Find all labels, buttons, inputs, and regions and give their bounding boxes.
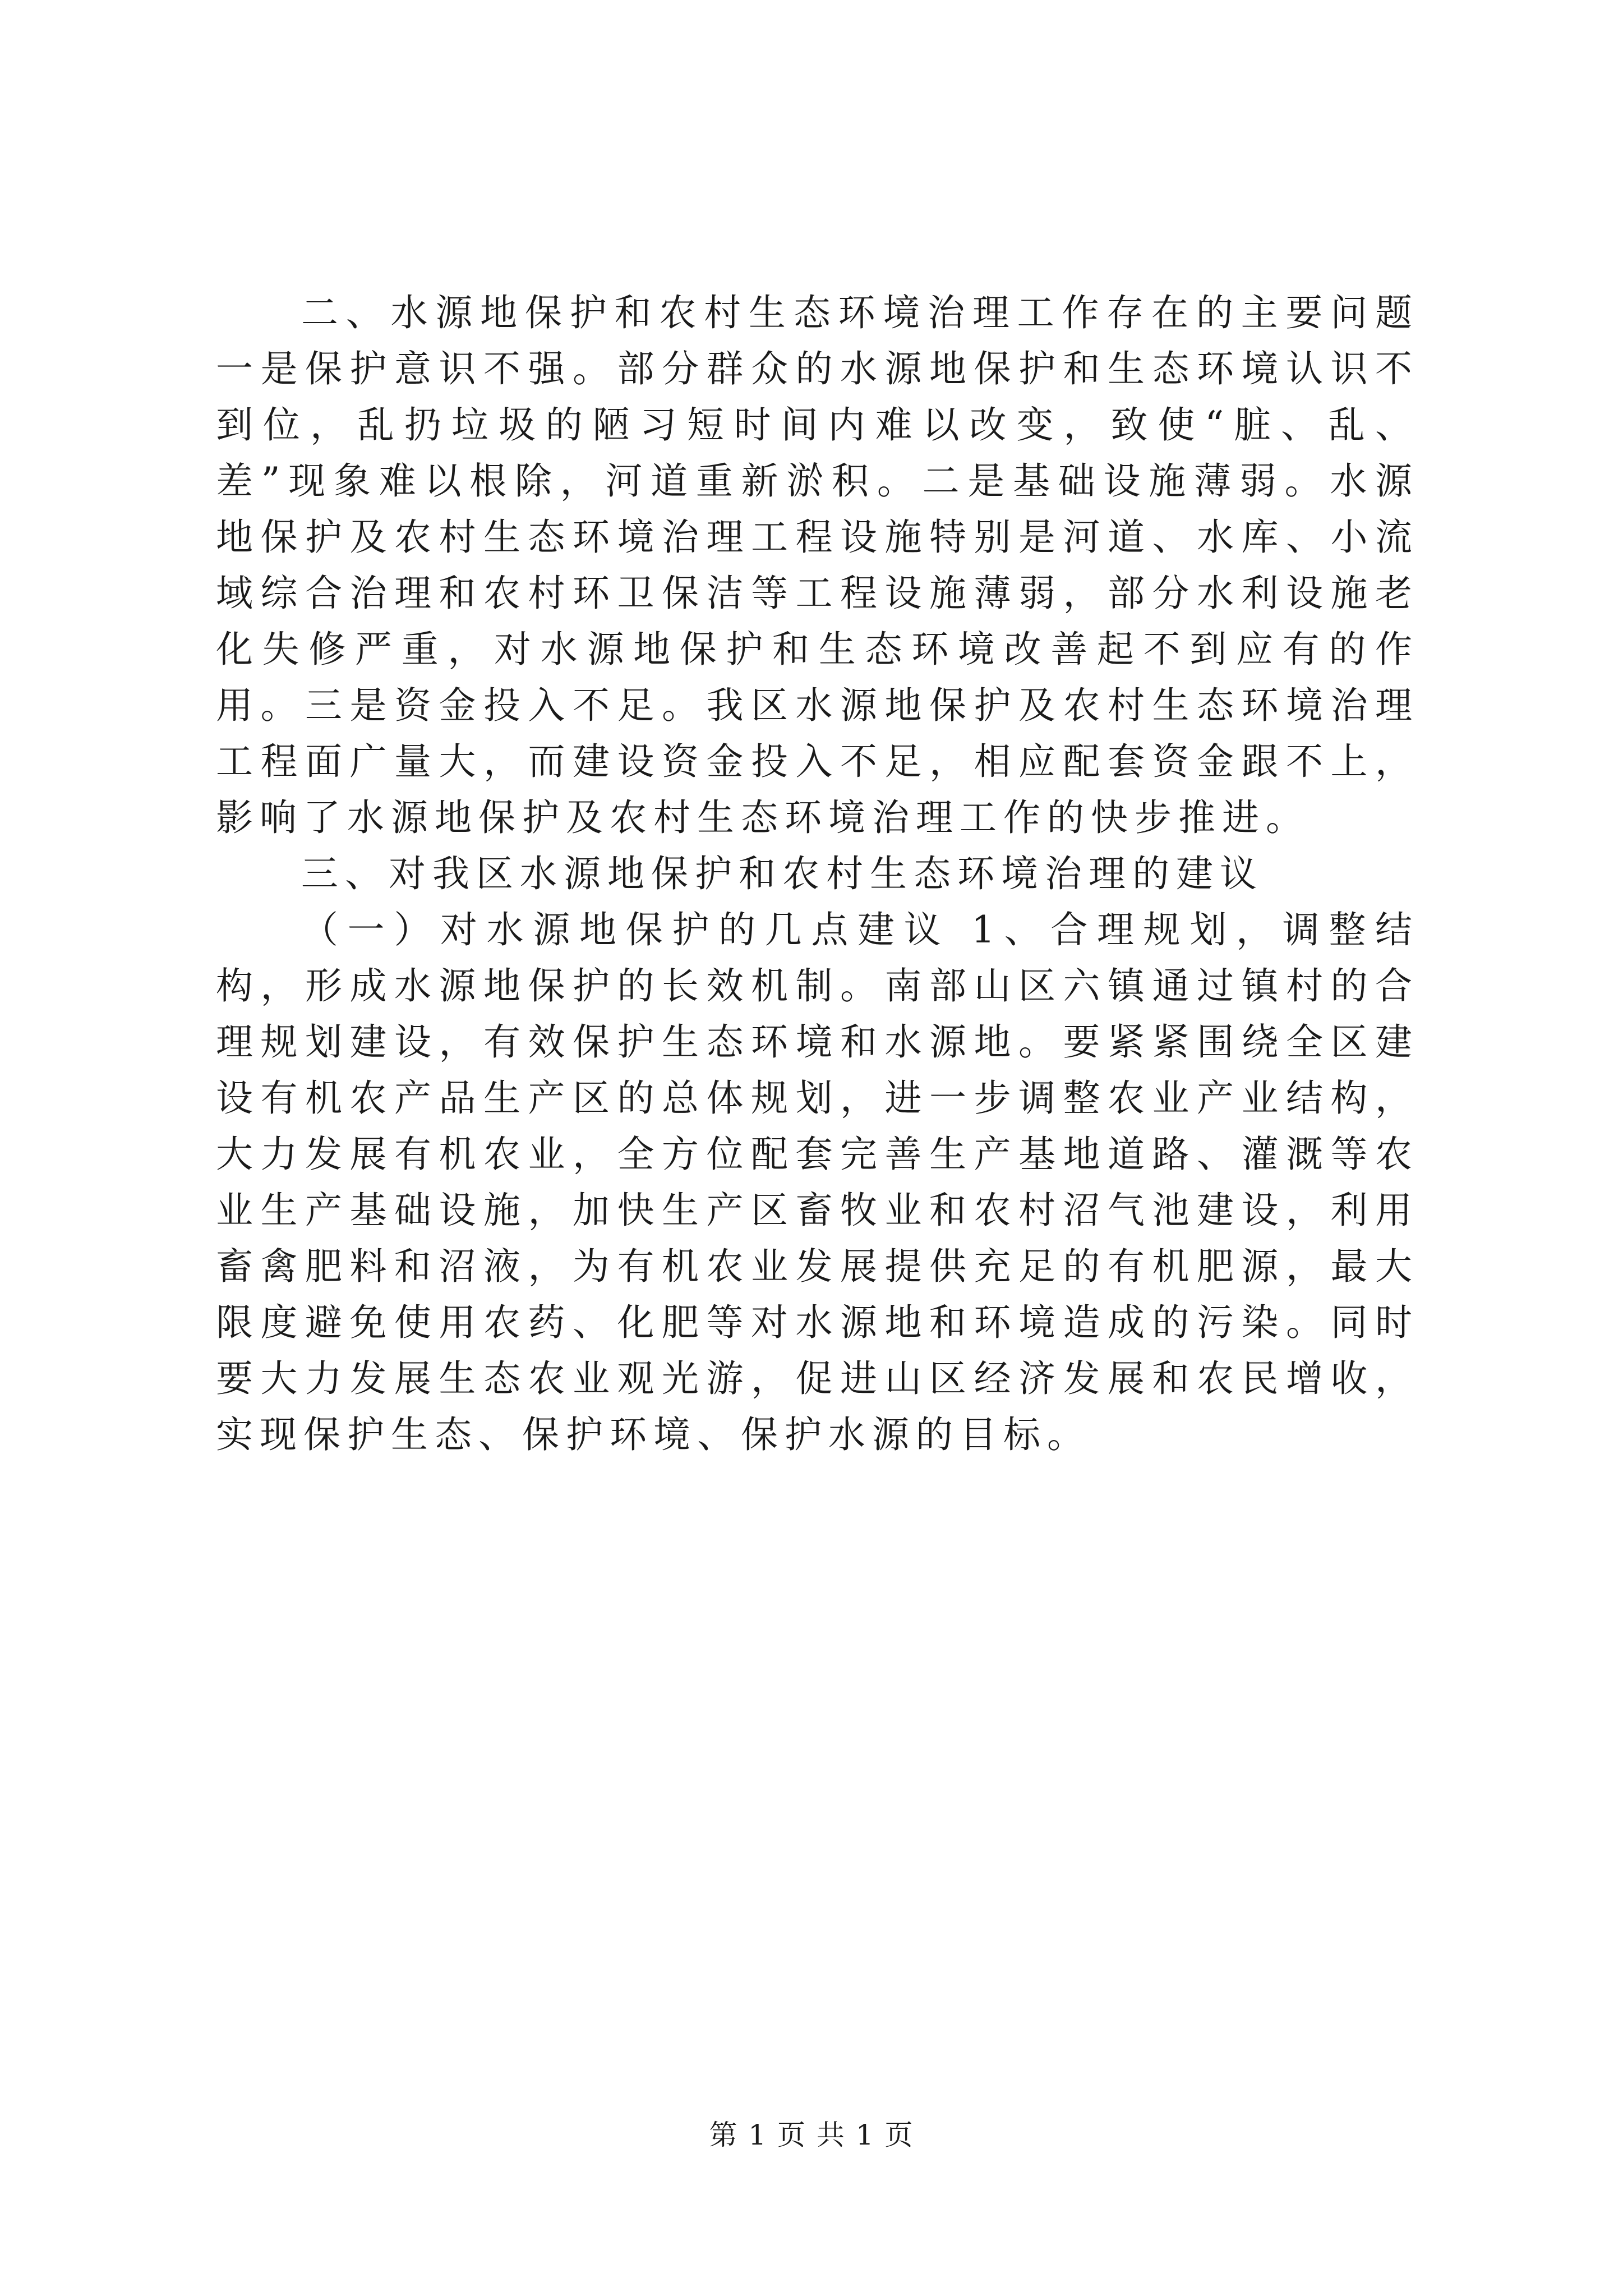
paragraph-suggestions-heading: 三、对我区水源地保护和农村生态环境治理的建议 [301,852,1264,895]
paragraph-water-source-suggestions: （一）对水源地保护的几点建议 1、合理规划，调整结构，形成水源地保护的长效机制。南部山区六镇通过镇村的合理规划建设，有效保护生态环境和水源地。要紧紧围绕全区建设有机农产品生产区的总体规划，进一步调整农业产业结构，大力发展有机农业，全方位配套完善生产基地道路、灌溉等农业生产基础设施，加快生产区畜牧业和农村沼气池建设，利用畜禽肥料和沼液，为有机农业发展提供充足的有机肥源，最大限度避免使用农药、化肥等对水源地和环境造成的污染。同时要大力发展生态农业观光游，促进山区经济发展和农民增收，实现保护生态、保护环境、保护水源的目标。 [216,908,1419,1456]
page-number-footer: 第 1 页 共 1 页 [709,2119,914,2151]
paragraph-main-problems: 二、水源地保护和农村生态环境治理工作存在的主要问题一是保护意识不强。部分群众的水源地保护和生态环境认识不到位，乱扔垃圾的陋习短时间内难以改变，致使“脏、乱、差”现象难以根除，河道重新淤积。二是基础设施薄弱。水源地保护及农村生态环境治理工程设施特别是河道、水库、小流域综合治理和农村环卫保洁等工程设施薄弱，部分水利设施老化失修严重，对水源地保护和生态环境改善起不到应有的作用。三是资金投入不足。我区水源地保护及农村生态环境治理工程面广量大，而建设资金投入不足，相应配套资金跟不上，影响了水源地保护及农村生态环境治理工作的快步推进。 [216,291,1419,839]
document-body [216,285,1419,1463]
